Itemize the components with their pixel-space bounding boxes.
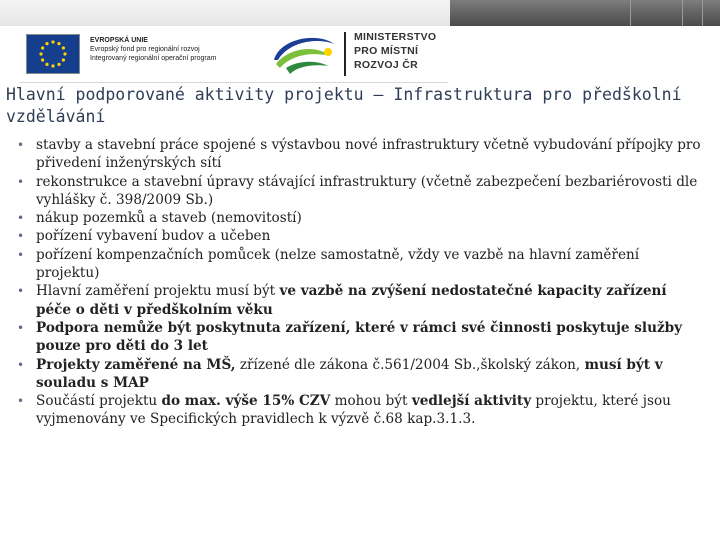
eu-star xyxy=(41,46,44,49)
bullet-marker: • xyxy=(17,138,25,152)
bullet-text: nákup pozemků a staveb (nemovitostí) xyxy=(36,210,302,227)
eu-line: Integrovaný regionální operační program xyxy=(90,55,217,62)
top-bar-tick xyxy=(630,0,631,26)
bullet-item xyxy=(16,392,706,429)
ministry-line: ROZVOJ ČR xyxy=(354,59,418,71)
slide-title: Hlavní podporované aktivity projektu – Infrastruktura pro předškolní vzdělávání xyxy=(6,85,682,126)
top-bar-dark xyxy=(450,0,720,26)
bullet-list xyxy=(16,136,706,429)
eu-star xyxy=(63,52,66,55)
eu-star xyxy=(41,58,44,61)
bullet-marker: • xyxy=(17,211,25,226)
logo-banner xyxy=(20,26,448,83)
eu-flag-icon xyxy=(26,34,80,74)
bullet-text: rekonstrukce a stavební úpravy stávající infrastruktury (včetně zabezpečení bezbariérovosti dle vyhlášky č. 398/2009 Sb.) xyxy=(36,173,698,208)
bullet-text: pořízení vybavení budov a učeben xyxy=(36,228,271,245)
bullet-text: stavby a stavební práce spojené s výstavbou nové infrastruktury včetně vybudování přípojky pro přivedení inženýrských sítí xyxy=(36,137,701,172)
eu-line: EVROPSKÁ UNIE xyxy=(90,37,148,44)
eu-star xyxy=(57,42,60,45)
bullet-text: projektu, které jsou vyjmenovány ve Specifických pravidlech k výzvě č.68 kap.3.1.3. xyxy=(36,393,671,428)
bullet-item xyxy=(16,209,706,227)
bullet-text: Součástí projektu xyxy=(36,393,162,410)
bullet-marker: • xyxy=(17,394,25,409)
bullet-text-bold: Podpora nemůže být poskytnuta zařízení, které v rámci své činnosti poskytuje služby pouze pro děti do 3 let xyxy=(36,319,683,355)
bullet-text-bold: musí být v souladu s MAP xyxy=(36,356,663,391)
eu-program-text xyxy=(90,36,250,63)
ministry-emblem-icon xyxy=(268,30,340,78)
eu-star xyxy=(45,42,48,45)
eu-star xyxy=(57,63,60,66)
bullet-marker: • xyxy=(17,247,25,262)
bullet-marker: • xyxy=(17,174,25,189)
bullet-text: mohou být xyxy=(330,393,412,410)
eu-star xyxy=(51,40,54,43)
eu-star xyxy=(51,64,54,67)
bullet-item xyxy=(16,227,706,245)
bullet-item xyxy=(16,282,706,319)
bullet-text-bold: ve vazbě na zvýšení nedostatečné kapacity zařízení péče o děti v předškolním věku xyxy=(36,283,667,318)
bullet-text: zřízené dle zákona č.561/2004 Sb.,školský zákon, xyxy=(235,356,585,373)
eu-star xyxy=(62,58,65,61)
top-bar-tick xyxy=(702,0,703,26)
bullet-text-bold: vedlejší aktivity xyxy=(411,393,532,410)
bullet-text-bold: Projekty zaměřené na MŠ, xyxy=(36,356,236,373)
eu-star xyxy=(39,52,42,55)
eu-star xyxy=(62,46,65,49)
ministry-logo-text xyxy=(354,30,464,72)
bullet-text: Hlavní zaměření projektu musí být xyxy=(36,283,280,300)
eu-line: Evropský fond pro regionální rozvoj xyxy=(90,46,200,53)
bullet-marker: • xyxy=(17,229,25,244)
ministry-line: PRO MÍSTNÍ xyxy=(354,45,419,57)
ministry-line: MINISTERSTVO xyxy=(354,31,437,43)
eu-star xyxy=(45,63,48,66)
bullet-item xyxy=(16,136,706,173)
bullet-text: pořízení kompenzačních pomůcek (nelze samostatně, vždy ve vazbě na hlavní zaměření projektu) xyxy=(36,246,640,282)
logo-divider xyxy=(344,32,346,76)
bullet-item xyxy=(16,246,706,283)
bullet-text-bold: do max. výše 15% CZV xyxy=(161,393,331,410)
bullet-item xyxy=(16,356,706,393)
bullet-marker: • xyxy=(17,357,25,372)
bullet-item xyxy=(16,173,706,210)
bullet-item xyxy=(16,319,706,356)
bullet-marker: • xyxy=(17,284,25,299)
top-bar-tick xyxy=(682,0,683,26)
bullet-marker: • xyxy=(17,320,25,335)
